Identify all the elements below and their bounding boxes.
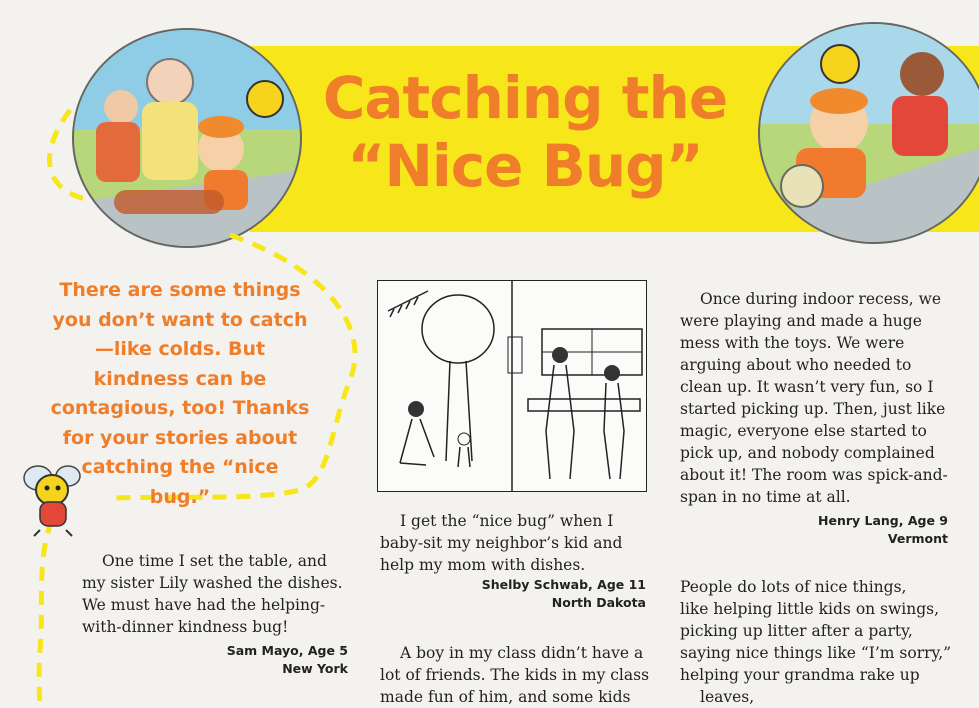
story-1-text: One time I set the table, and my sister Lily washed the dishes. We must have had the helping-with-dinner kindness bug! — [82, 552, 343, 636]
story-1-author: Sam Mayo, Age 5 — [226, 643, 348, 658]
title-line-2: “Nice Bug” — [347, 132, 703, 200]
poem-line: picking up litter after a party, — [680, 622, 913, 640]
poem-line: saying nice things like “I’m sorry,” — [680, 644, 952, 662]
poem-line: People do lots of nice things, — [680, 578, 907, 596]
kids-drawing — [377, 280, 647, 492]
story-2-byline — [440, 576, 646, 612]
title-line-1: Catching the — [322, 64, 728, 132]
story-4-author: Henry Lang, Age 9 — [818, 513, 948, 528]
story-4-byline — [760, 512, 948, 548]
story-4-text: Once during indoor recess, we were playing and made a huge mess with the toys. We were arguing about who needed to clean up. It wasn’t very fun, so I started picking up. Then, just like magic, everyone else started to pick up, and nobody complained about it! The room was spick-and-span in no time at all. — [680, 290, 948, 506]
story-1 — [82, 550, 352, 638]
story-2-text: I get the “nice bug” when I baby-sit my neighbor’s kid and help my mom with dishes. — [380, 512, 623, 574]
poem-line: leaves, — [700, 688, 755, 706]
poem-line: helping your grandma rake up — [680, 666, 920, 684]
story-1-byline — [150, 642, 348, 678]
poem-line: like helping little kids on swings, — [680, 600, 940, 618]
drawing-illustration — [378, 281, 646, 491]
story-3 — [380, 642, 650, 708]
intro-text: There are some things you don’t want to catch—like colds. But kindness can be contagious, too! Thanks for your stories about catching the “nice bug.” — [50, 279, 310, 508]
story-4 — [680, 288, 952, 508]
story-5-poem — [680, 576, 970, 708]
story-2 — [380, 510, 650, 576]
story-4-location: Vermont — [887, 531, 948, 546]
story-2-author: Shelby Schwab, Age 11 — [481, 577, 646, 592]
story-3-text: A boy in my class didn’t have a lot of friends. The kids in my class made fun of him, and some kids — [380, 644, 650, 706]
story-2-location: North Dakota — [551, 595, 646, 610]
story-1-location: New York — [282, 661, 348, 676]
